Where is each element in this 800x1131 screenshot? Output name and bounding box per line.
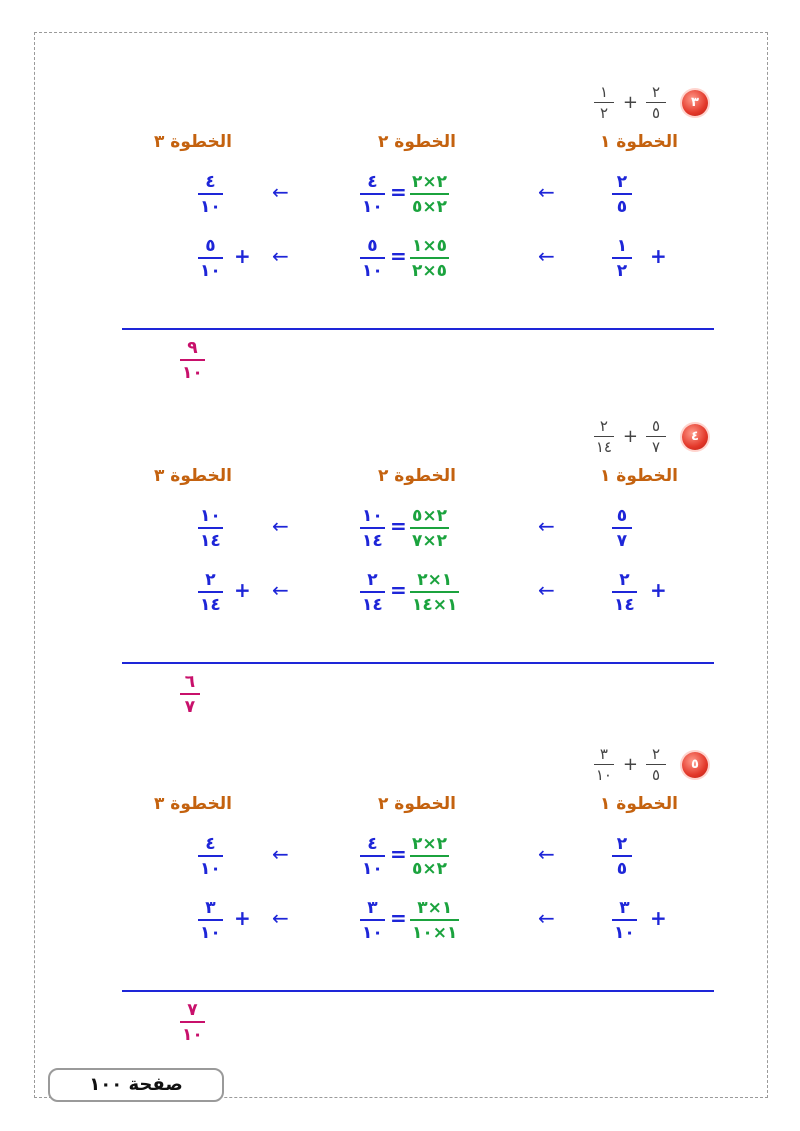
expr-b-denominator: ٥ (651, 766, 661, 784)
problem-header (508, 416, 708, 460)
arrow-icon: ← (272, 244, 289, 268)
row1-step2-result: ٤ ١٠ (362, 834, 383, 879)
plus-sign: + (650, 578, 667, 602)
result-fraction: ٦ ٧ (180, 672, 200, 717)
arrow-icon: ← (538, 514, 555, 538)
row2-step1-fraction: ٣ ١٠ (614, 898, 635, 943)
expr-operator: + (622, 754, 638, 775)
expr-b-denominator: ٧ (651, 438, 661, 456)
expr-b-numerator: ٢ (651, 83, 661, 101)
step-1-heading: الخطوة ١ (599, 794, 678, 814)
arrow-icon: ← (538, 906, 555, 930)
problem-header (508, 744, 708, 788)
equals-sign: = (390, 180, 407, 204)
arrow-icon: ← (272, 842, 289, 866)
row2-step2-result: ٣ ١٠ (362, 898, 383, 943)
plus-sign: + (234, 578, 251, 602)
sum-divider (122, 662, 714, 664)
expr-fraction-b (646, 746, 666, 784)
problem-header (508, 82, 708, 126)
expr-b-numerator: ٥ (651, 417, 661, 435)
problem-block (0, 744, 800, 1104)
row2-step1-fraction: ٢ ١٤ (614, 570, 635, 615)
row1-step1-fraction: ٢ ٥ (612, 172, 632, 217)
arrow-icon: ← (272, 906, 289, 930)
step-1-heading: الخطوة ١ (599, 466, 678, 486)
step-3-heading: الخطوة ٣ (153, 794, 232, 814)
step-3-heading: الخطوة ٣ (153, 466, 232, 486)
expr-b-denominator: ٥ (651, 104, 661, 122)
expr-fraction-a (594, 746, 614, 784)
plus-sign: + (234, 906, 251, 930)
step-2-heading: الخطوة ٢ (377, 132, 456, 152)
row2-step2-result: ٢ ١٤ (362, 570, 383, 615)
expr-a-denominator: ٢ (599, 104, 609, 122)
result-fraction: ٩ ١٠ (182, 338, 203, 383)
equals-sign: = (390, 906, 407, 930)
step-3-heading: الخطوة ٣ (153, 132, 232, 152)
expr-a-denominator: ١٠ (595, 766, 612, 784)
arrow-icon: ← (538, 578, 555, 602)
arrow-icon: ← (538, 244, 555, 268)
arrow-icon: ← (538, 842, 555, 866)
expr-fraction-b (646, 84, 666, 122)
problem-block (0, 416, 800, 776)
row1-step3-fraction: ٤ ١٠ (200, 834, 221, 879)
problem-number: ٤ (691, 429, 699, 444)
expr-fraction-a (594, 84, 614, 122)
row1-step1-fraction: ٥ ٧ (612, 506, 632, 551)
equals-sign: = (390, 244, 407, 268)
problem-number: ٣ (691, 95, 699, 110)
row1-step2-result: ٤ ١٠ (362, 172, 383, 217)
expr-a-numerator: ٣ (599, 745, 608, 763)
expr-a-numerator: ٢ (599, 417, 608, 435)
equals-sign: = (390, 842, 407, 866)
problem-number: ٥ (691, 757, 699, 772)
expr-fraction-b (646, 418, 666, 456)
row1-step2-result: ١٠ ١٤ (362, 506, 383, 551)
sum-divider (122, 328, 714, 330)
row2-step2-product: ٥×١ ٥×٢ (412, 236, 448, 281)
expr-fraction-a (594, 418, 614, 456)
problem-number-badge (682, 752, 708, 778)
problem-number-badge (682, 90, 708, 116)
row1-step2-product: ٢×٢ ٢×٥ (412, 834, 448, 879)
step-2-heading: الخطوة ٢ (377, 794, 456, 814)
page-number-box (48, 1068, 224, 1102)
step-2-heading: الخطوة ٢ (377, 466, 456, 486)
row1-step3-fraction: ١٠ ١٤ (200, 506, 221, 551)
row1-step1-fraction: ٢ ٥ (612, 834, 632, 879)
arrow-icon: ← (538, 180, 555, 204)
row2-step1-fraction: ١ ٢ (612, 236, 632, 281)
row2-step3-fraction: ٥ ١٠ (200, 236, 221, 281)
equals-sign: = (390, 514, 407, 538)
plus-sign: + (650, 906, 667, 930)
row2-step3-fraction: ٢ ١٤ (200, 570, 221, 615)
row2-step2-product: ١×٢ ١×١٤ (412, 570, 458, 615)
row2-step3-fraction: ٣ ١٠ (200, 898, 221, 943)
row2-step2-result: ٥ ١٠ (362, 236, 383, 281)
step-1-heading: الخطوة ١ (599, 132, 678, 152)
plus-sign: + (234, 244, 251, 268)
row1-step2-product: ٢×٥ ٢×٧ (412, 506, 448, 551)
expr-b-numerator: ٢ (651, 745, 661, 763)
row2-step2-product: ١×٣ ١×١٠ (412, 898, 458, 943)
problem-block (0, 82, 800, 442)
equals-sign: = (390, 578, 407, 602)
expr-operator: + (622, 92, 638, 113)
plus-sign: + (650, 244, 667, 268)
page-number: صفحة ١٠٠ (89, 1074, 183, 1095)
problem-number-badge (682, 424, 708, 450)
expr-operator: + (622, 426, 638, 447)
arrow-icon: ← (272, 514, 289, 538)
expr-a-denominator: ١٤ (595, 438, 612, 456)
arrow-icon: ← (272, 578, 289, 602)
row1-step3-fraction: ٤ ١٠ (200, 172, 221, 217)
expr-a-numerator: ١ (599, 83, 609, 101)
arrow-icon: ← (272, 180, 289, 204)
result-fraction: ٧ ١٠ (182, 1000, 203, 1045)
row1-step2-product: ٢×٢ ٢×٥ (412, 172, 448, 217)
sum-divider (122, 990, 714, 992)
